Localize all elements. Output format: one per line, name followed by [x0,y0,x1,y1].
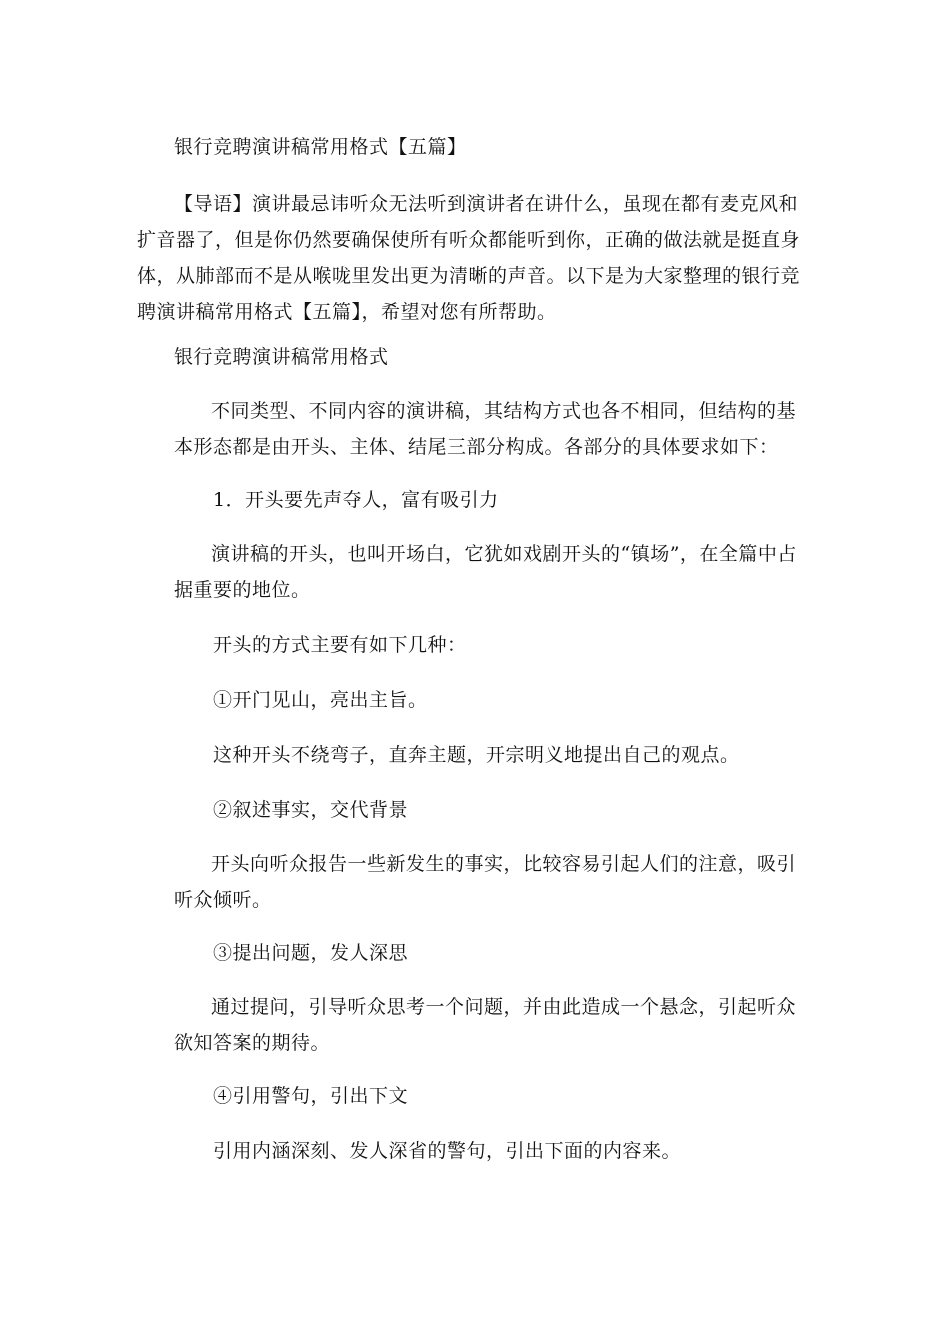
method-4-description: 引用内涵深刻、发人深省的警句，引出下面的内容来。 [213,1140,682,1162]
methods-intro: 开头的方式主要有如下几种： [213,634,467,656]
method-1: ①开门见山，亮出主旨。 [213,689,428,711]
section-title: 银行竞聘演讲稿常用格式 [174,346,389,368]
intro-paragraph: 【导语】演讲最忌讳听众无法听到演讲者在讲什么，虽现在都有麦克风和扩音器了，但是你仍然要确保使所有听众都能听到你，正确的做法就是挺直身体，从肺部而不是从喉咙里发出更为清晰的声音。以下是为大家整理的银行竞聘演讲稿常用格式【五篇】，希望对您有所帮助。 [137,193,801,323]
method-2: ②叙述事实，交代背景 [213,799,409,821]
opening-paragraph: 演讲稿的开头，也叫开场白，它犹如戏剧开头的“镇场”，在全篇中占据重要的地位。 [174,543,797,601]
heading-opening: 1．开头要先声夺人，富有吸引力 [213,489,499,511]
method-4: ④引用警句，引出下文 [213,1085,409,1107]
structure-paragraph: 不同类型、不同内容的演讲稿，其结构方式也各不相同，但结构的基本形态都是由开头、主体、结尾三部分构成。各部分的具体要求如下： [174,400,797,458]
method-1-description: 这种开头不绕弯子，直奔主题，开宗明义地提出自己的观点。 [213,744,740,766]
method-3-description: 通过提问，引导听众思考一个问题，并由此造成一个悬念，引起听众欲知答案的期待。 [174,996,797,1054]
method-2-description: 开头向听众报告一些新发生的事实，比较容易引起人们的注意，吸引听众倾听。 [174,853,797,911]
document-title: 银行竞聘演讲稿常用格式【五篇】 [174,136,467,158]
method-3: ③提出问题，发人深思 [213,942,409,964]
